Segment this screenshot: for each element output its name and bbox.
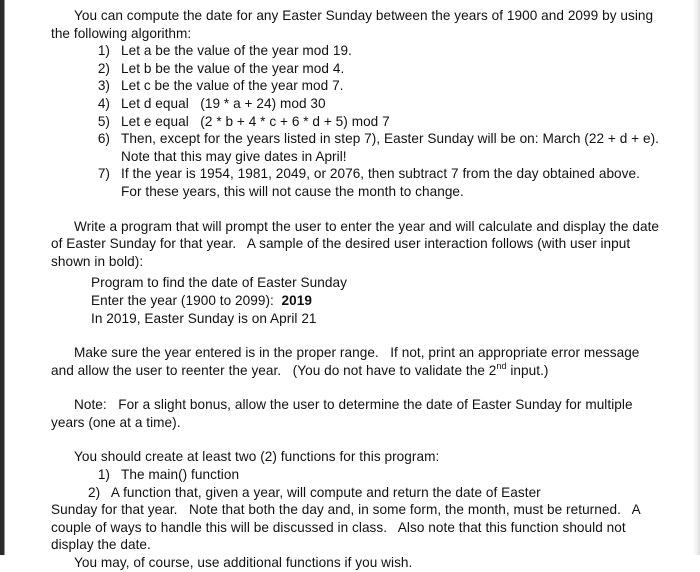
step-number: 3) xyxy=(97,78,110,94)
step-text: Let d equal (19 * a + 24) mod 30 xyxy=(121,95,326,111)
algorithm-steps xyxy=(51,42,675,200)
intro-paragraph: You can compute the date for any Easter Sunday between the years of 1900 and 2099 by using the following algorithm: xyxy=(51,8,654,41)
step-number: 6) xyxy=(97,131,110,147)
algorithm-step xyxy=(51,165,661,200)
validation-text: Make sure the year entered is in the proper range. If not, print an appropriate error message and allow the user to reenter the year. (You do not have to validate the 2 xyxy=(51,345,644,378)
algorithm-step xyxy=(51,130,675,165)
sample-line xyxy=(91,292,661,310)
function-item-2-continued: Sunday for that year. Note that both the day and, in some form, the month, must be returned. A couple of ways to handle this will be discussed in class. Also note that this function should not display the date. xyxy=(51,502,644,553)
function-item xyxy=(51,466,661,484)
validation-text-end: input.) xyxy=(506,362,549,378)
step-text: Let e equal (2 * b + 4 * c + 6 * d + 5) mod 7 xyxy=(121,113,390,129)
function-number: 1) xyxy=(97,467,110,483)
algorithm-step xyxy=(51,113,661,131)
step-text: Then, except for the years listed in step 7), Easter Sunday will be on: March (22 + d + e). Note that this may give dates in April! xyxy=(121,131,675,164)
step-text: If the year is 1954, 1981, 2049, or 2076, then subtract 7 from the day obtained above. For these years, this will not cause the month to change. xyxy=(121,166,652,199)
step-text: Let a be the value of the year mod 19. xyxy=(121,43,352,59)
step-number: 5) xyxy=(97,113,110,129)
step-number: 4) xyxy=(97,95,110,111)
algorithm-step xyxy=(51,95,661,113)
program-prompt-paragraph: Write a program that will prompt the user to enter the year and will calculate and display the date of Easter Sunday for that year. A sample of the desired user interaction follows (with user input shown in bold): xyxy=(51,218,663,269)
step-number: 7) xyxy=(97,166,110,182)
functions-list xyxy=(51,466,661,484)
step-number: 1) xyxy=(97,43,110,59)
step-text: Let b be the value of the year mod 4. xyxy=(121,60,345,76)
algorithm-step xyxy=(51,60,661,78)
functions-intro: You should create at least two (2) functions for this program: xyxy=(74,449,440,465)
sample-line: Program to find the date of Easter Sunday xyxy=(91,275,347,291)
assignment-text xyxy=(51,7,675,572)
sample-user-input: 2019 xyxy=(281,292,312,308)
function-item-2 xyxy=(51,484,661,502)
algorithm-step xyxy=(51,77,661,95)
sample-line: In 2019, Easter Sunday is on April 21 xyxy=(91,310,317,326)
function-text: The main() function xyxy=(121,467,240,483)
sample-prompt: Enter the year (1900 to 2099): xyxy=(91,292,282,308)
step-number: 2) xyxy=(97,60,110,76)
function-2-line: 2) A function that, given a year, will compute and return the date of Easter xyxy=(88,484,541,500)
step-text: Let c be the value of the year mod 7. xyxy=(121,78,344,94)
sample-interaction xyxy=(51,274,661,327)
algorithm-step xyxy=(51,42,661,60)
validation-paragraph xyxy=(51,344,661,379)
ordinal-superscript: nd xyxy=(496,360,507,371)
closing-line: You may, of course, use additional functions if you wish. xyxy=(74,555,413,571)
note-paragraph: Note: For a slight bonus, allow the user to determine the date of Easter Sunday for multiple years (one at a time). xyxy=(51,397,637,430)
